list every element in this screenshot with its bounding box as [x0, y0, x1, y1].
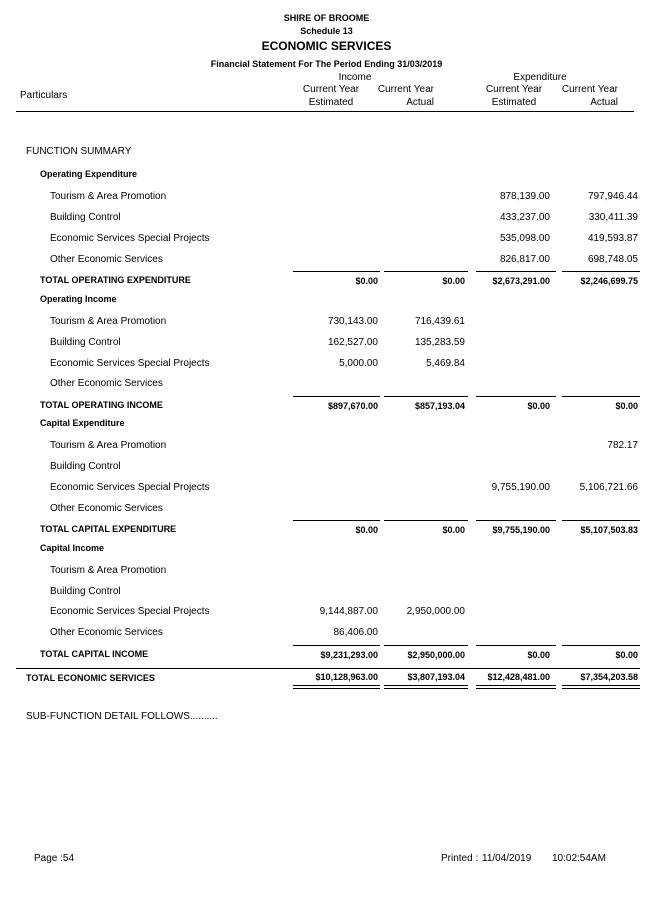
printed-time: 10:02:54AM: [552, 853, 606, 864]
total-income-actual: $2,950,000.00: [407, 650, 465, 660]
row-income-actual: 716,439.61: [414, 316, 465, 327]
row-expenditure-estimated: 878,139.00: [499, 191, 550, 202]
row-income-actual: 135,283.59: [414, 337, 465, 348]
grand-total-expenditure-estimated: $12,428,481.00: [487, 672, 550, 682]
row-label: Building Control: [50, 212, 121, 223]
row-label: Building Control: [50, 337, 121, 348]
row-expenditure-actual: 797,946.44: [587, 191, 638, 202]
total-rule-col2: [384, 645, 468, 646]
grand-total-underline-col3: [476, 685, 556, 689]
row-label: Tourism & Area Promotion: [50, 440, 167, 451]
total-income-actual: $0.00: [442, 276, 465, 286]
total-rule-col4: [562, 396, 640, 397]
total-rule-col3: [476, 520, 556, 521]
total-expenditure-actual: $0.00: [615, 650, 638, 660]
printed-date: 11/04/2019: [482, 853, 532, 864]
row-label: Tourism & Area Promotion: [50, 191, 167, 202]
row-label: Tourism & Area Promotion: [50, 316, 167, 327]
total-rule-col4: [562, 271, 640, 272]
particulars-header: Particulars: [20, 90, 68, 101]
section-title: Capital Income: [40, 543, 105, 553]
row-label: Tourism & Area Promotion: [50, 565, 167, 576]
row-expenditure-actual: 698,748.05: [587, 254, 638, 265]
grand-total-label: TOTAL ECONOMIC SERVICES: [26, 673, 155, 683]
income-group-header: Income: [338, 72, 372, 83]
header-rule: [16, 111, 634, 112]
total-expenditure-estimated: $9,755,190.00: [492, 525, 550, 535]
total-expenditure-actual: $0.00: [615, 401, 638, 411]
row-label: Other Economic Services: [50, 627, 163, 638]
total-expenditure-estimated: $0.00: [527, 401, 550, 411]
total-rule-col4: [562, 520, 640, 521]
grand-total-underline-col2: [384, 685, 468, 689]
total-income-estimated: $897,670.00: [327, 401, 378, 411]
total-label: TOTAL CAPITAL INCOME: [40, 649, 149, 659]
schedule-number: Schedule 13: [300, 26, 353, 36]
total-rule-col1: [293, 645, 380, 646]
grand-total-income-estimated: $10,128,963.00: [315, 672, 378, 682]
grand-total-underline-col4: [562, 685, 640, 689]
total-rule-col2: [384, 520, 468, 521]
row-label: Other Economic Services: [50, 503, 163, 514]
total-rule-col3: [476, 271, 556, 272]
row-income-estimated: 162,527.00: [327, 337, 378, 348]
printed-label: Printed :: [441, 853, 479, 864]
function-summary-heading: FUNCTION SUMMARY: [26, 146, 132, 157]
row-label: Economic Services Special Projects: [50, 358, 210, 369]
total-rule-col1: [293, 396, 380, 397]
row-label: Economic Services Special Projects: [50, 482, 210, 493]
total-expenditure-estimated: $2,673,291.00: [492, 276, 550, 286]
section-title: Operating Expenditure: [40, 169, 138, 179]
total-rule-col1: [293, 271, 380, 272]
total-rule-col2: [384, 271, 468, 272]
row-expenditure-actual: 419,593.87: [587, 233, 638, 244]
row-label: Building Control: [50, 461, 121, 472]
row-income-estimated: 730,143.00: [327, 316, 378, 327]
section-title: Capital Expenditure: [40, 418, 125, 428]
total-label: TOTAL OPERATING INCOME: [40, 400, 163, 410]
total-rule-col1: [293, 520, 380, 521]
total-income-actual: $857,193.04: [414, 401, 465, 411]
row-expenditure-actual: 782.17: [607, 440, 638, 451]
total-income-estimated: $9,231,293.00: [320, 650, 378, 660]
row-expenditure-estimated: 826,817.00: [499, 254, 550, 265]
row-label: Other Economic Services: [50, 378, 163, 389]
total-expenditure-actual: $5,107,503.83: [580, 525, 638, 535]
expenditure-group-header: Expenditure: [513, 72, 567, 83]
grand-total-underline-col1: [293, 685, 380, 689]
row-expenditure-estimated: 433,237.00: [499, 212, 550, 223]
col3-header-line2: Estimated: [491, 97, 537, 108]
grand-total-income-actual: $3,807,193.04: [407, 672, 465, 682]
grand-total-expenditure-actual: $7,354,203.58: [580, 672, 638, 682]
statement-title: Financial Statement For The Period Ending 31/03/2019: [210, 59, 443, 69]
total-income-estimated: $0.00: [355, 525, 378, 535]
row-label: Economic Services Special Projects: [50, 606, 210, 617]
row-label: Building Control: [50, 586, 121, 597]
row-expenditure-actual: 330,411.39: [588, 212, 638, 223]
col2-header-line1: Current Year: [377, 84, 434, 95]
sub-function-note: SUB-FUNCTION DETAIL FOLLOWS..........: [26, 711, 218, 722]
total-rule-col3: [476, 645, 556, 646]
row-expenditure-estimated: 9,755,190.00: [491, 482, 550, 493]
row-expenditure-estimated: 535,098.00: [499, 233, 550, 244]
row-income-estimated: 9,144,887.00: [319, 606, 378, 617]
total-income-actual: $0.00: [442, 525, 465, 535]
col4-header-line1: Current Year: [561, 84, 618, 95]
org-name: SHIRE OF BROOME: [283, 13, 370, 23]
col1-header-line2: Estimated: [308, 97, 354, 108]
total-label: TOTAL OPERATING EXPENDITURE: [40, 275, 191, 285]
total-rule-col4: [562, 645, 640, 646]
col4-header-line2: Actual: [590, 97, 618, 108]
row-income-actual: 2,950,000.00: [406, 606, 465, 617]
row-expenditure-actual: 5,106,721.66: [579, 482, 638, 493]
col2-header-line2: Actual: [406, 97, 434, 108]
row-income-estimated: 5,000.00: [339, 358, 378, 369]
page-number: Page :54: [34, 853, 75, 864]
row-label: Economic Services Special Projects: [50, 233, 210, 244]
department-title: ECONOMIC SERVICES: [261, 39, 392, 53]
col1-header-line1: Current Year: [302, 84, 360, 95]
section-title: Operating Income: [40, 294, 117, 304]
total-rule-col2: [384, 396, 468, 397]
row-income-estimated: 86,406.00: [333, 627, 378, 638]
total-label: TOTAL CAPITAL EXPENDITURE: [40, 524, 177, 534]
grand-total-rule: [16, 668, 640, 669]
total-expenditure-estimated: $0.00: [527, 650, 550, 660]
total-income-estimated: $0.00: [355, 276, 378, 286]
row-label: Other Economic Services: [50, 254, 163, 265]
row-income-actual: 5,469.84: [426, 358, 465, 369]
total-rule-col3: [476, 396, 556, 397]
col3-header-line1: Current Year: [485, 84, 543, 95]
total-expenditure-actual: $2,246,699.75: [580, 276, 638, 286]
